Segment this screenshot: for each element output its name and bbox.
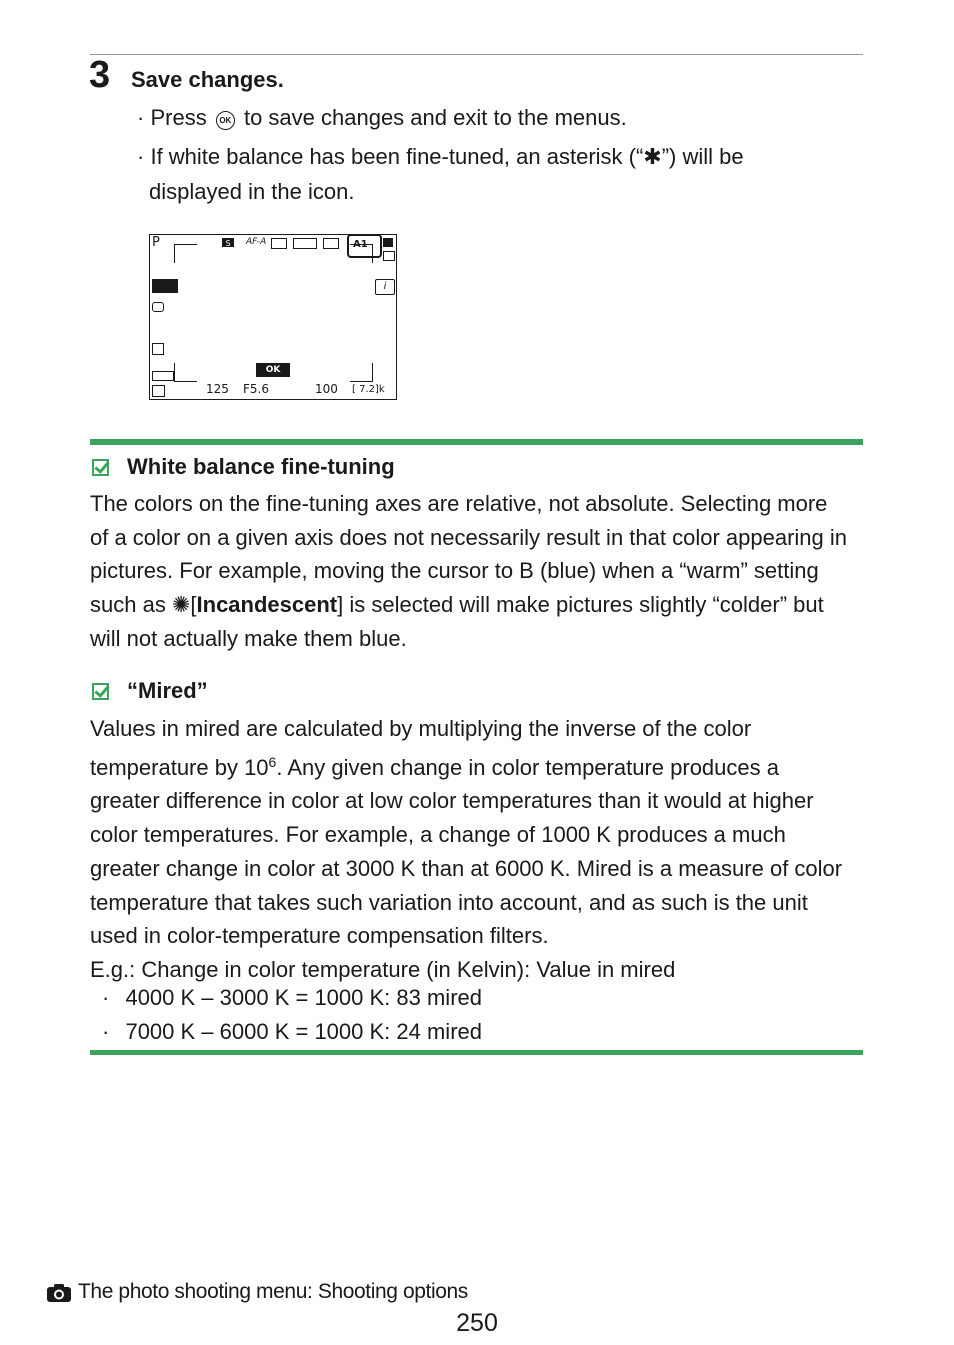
text-line: temperature that takes such variation into account, and as such is the unit [90,889,808,915]
info-button-icon: i [375,279,395,295]
note-divider-bottom [90,1050,863,1055]
white-balance-indicator: A1 [353,239,368,250]
vibration-reduction-icon [293,238,317,249]
aperture-value: F5.6 [243,382,269,396]
text-line: color temperatures. For example, a change of 1000 K produces a much [90,822,786,848]
step-bullet-1 [137,101,627,135]
check-icon [92,459,109,476]
touch-shutter-icon [152,279,178,293]
bracket-open: [ [190,592,197,618]
text-line: Values in mired are calculated by multiplying the inverse of the color [90,716,752,741]
step-bullet-2-continued: displayed in the icon. [149,179,355,204]
incandescent-icon: ✺ [171,592,191,618]
battery-icon [152,371,174,381]
focus-frame-bottom-left [174,363,197,382]
text-line-post: ] is selected will make pictures slightly “colder” but [337,592,824,618]
text-line: will not actually make them blue. [90,625,407,651]
release-mode-icon: S [222,238,234,247]
af-area-icon [271,238,287,249]
example-text: 4000 K – 3000 K = 1000 K: 83 mired [125,985,482,1010]
text-line-pre: temperature by 10 [90,754,269,780]
image-size-icon [383,251,395,261]
text-line: greater difference in color at low color temperatures than it would at higher [90,788,814,814]
iso-value: 100 [315,382,338,396]
picture-control-icon [152,343,164,355]
camera-screen-illustration [149,234,397,400]
ok-zoom-icon: OK [256,363,290,377]
top-divider [90,54,863,55]
note-body-mired [90,712,865,987]
mired-example-1 [102,981,482,1014]
bullet-1-text-post: to save changes and exit to the menus. [243,105,627,130]
note-divider-top [90,439,863,445]
image-area-icon [383,238,393,247]
note-title-mired: “Mired” [127,678,208,703]
page-number: 250 [456,1309,498,1337]
text-line-pre: such as [90,592,166,618]
bullet-dot: · [137,105,145,130]
metering-icon [323,238,339,249]
flash-icon [152,302,164,312]
text-line: E.g.: Change in color temperature (in Kelvin): Value in mired [90,956,676,982]
mired-example-2 [102,1015,482,1048]
menu-option-incandescent: Incandescent [196,592,338,618]
text-line: The colors on the fine-tuning axes are relative, not absolute. Selecting more [90,491,828,516]
shutter-speed-value: 125 [206,382,229,396]
exposure-mode-indicator: P [152,235,160,250]
text-line [90,746,865,785]
step-title: Save changes. [131,67,284,92]
text-line: used in color-temperature compensation filters. [90,923,549,949]
bullet-dot: · [102,985,110,1010]
superscript: 6 [268,753,277,770]
metering-mode-icon [152,385,165,397]
text-line: greater change in color at 3000 K than at 6000 K. Mired is a measure of color [90,855,843,881]
bullet-2-text-line1: If white balance has been fine-tuned, an asterisk (“✱”) will be [150,144,744,169]
footer-section-link[interactable]: The photo shooting menu: Shooting options [78,1280,468,1303]
text-line [90,588,865,622]
step-bullet-2 [137,140,744,174]
camera-icon [46,1283,72,1303]
note-body-fine-tuning [90,487,865,656]
note-title-fine-tuning: White balance fine-tuning [127,454,395,479]
text-line-post: . Any given change in color temperature produces a [276,754,779,780]
text-line: pictures. For example, moving the cursor to B (blue) when a “warm” setting [90,558,819,584]
focus-frame-top-right [350,244,373,263]
af-mode-indicator: AF-A [246,237,267,247]
step-number: 3 [89,54,111,96]
ok-button-icon: OK [216,111,235,130]
focus-frame-bottom-right [350,363,373,382]
frames-remaining-value: [ 7.2]k [352,384,385,395]
check-icon [92,683,109,700]
bullet-1-text-pre: Press [150,105,207,130]
focus-frame-top-left [174,244,197,263]
bullet-dot: · [102,1019,110,1044]
text-line: of a color on a given axis does not necessarily result in that color appearing in [90,524,847,550]
example-text: 7000 K – 6000 K = 1000 K: 24 mired [125,1019,482,1044]
bullet-dot: · [137,144,145,169]
